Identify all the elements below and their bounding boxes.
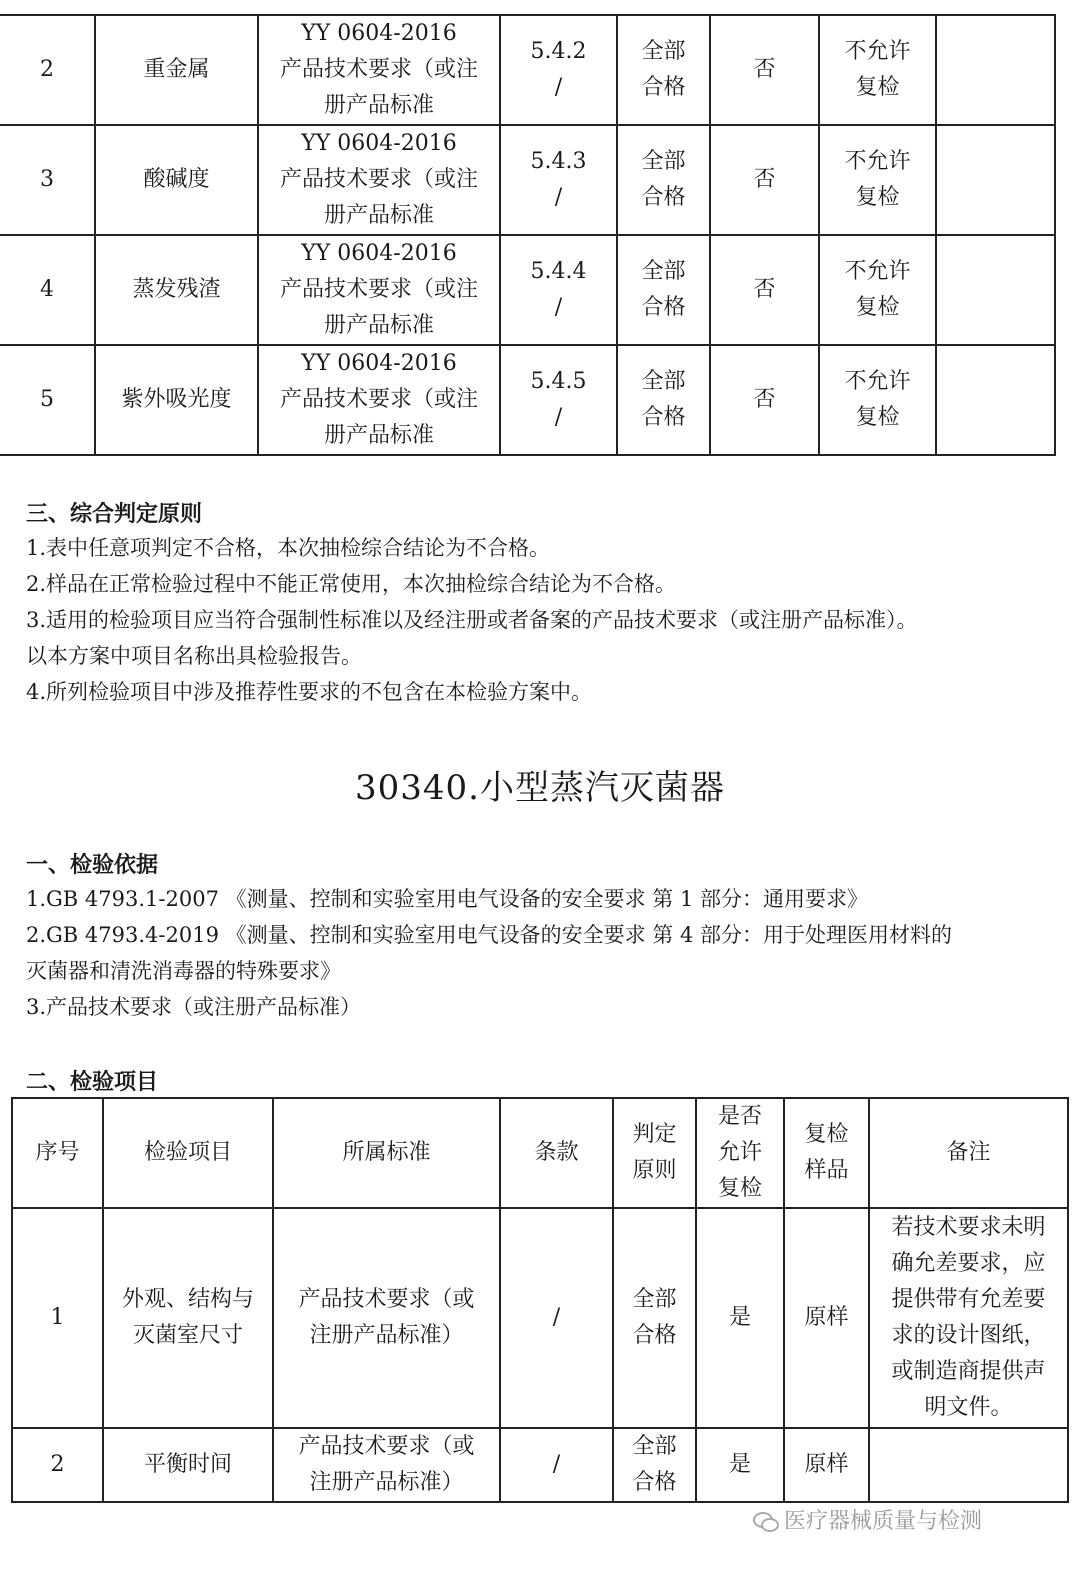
cell-item: 蒸发残渣 bbox=[95, 235, 258, 345]
header-retest-sample: 复检 样品 bbox=[784, 1098, 869, 1208]
header-no: 序号 bbox=[12, 1098, 103, 1208]
basis-heading: 一、检验依据 bbox=[26, 852, 159, 878]
watermark bbox=[752, 1504, 982, 1535]
cell-retest-sample: 不允许 复检 bbox=[819, 345, 936, 455]
cell-item: 重金属 bbox=[95, 15, 258, 125]
basis-line: 灭菌器和清洗消毒器的特殊要求》 bbox=[26, 959, 341, 983]
cell-no: 5 bbox=[0, 345, 95, 455]
header-criterion: 判定 原则 bbox=[613, 1098, 696, 1208]
principle-line: 4.所列检验项目中涉及推荐性要求的不包含在本检验方案中。 bbox=[26, 680, 593, 704]
header-item: 检验项目 bbox=[103, 1098, 273, 1208]
cell-no: 1 bbox=[12, 1208, 103, 1428]
cell-item: 外观、结构与 灭菌室尺寸 bbox=[103, 1208, 273, 1428]
wechat-icon bbox=[752, 1511, 780, 1533]
principle-line: 以本方案中项目名称出具检验报告。 bbox=[26, 644, 362, 668]
header-standard: 所属标准 bbox=[273, 1098, 500, 1208]
principle-line: 3.适用的检验项目应当符合强制性标准以及经注册或者备案的产品技术要求（或注册产品标准）。 bbox=[26, 608, 918, 632]
cell-retest-allowed: 否 bbox=[710, 345, 819, 455]
cell-retest-sample: 不允许 复检 bbox=[819, 125, 936, 235]
basis-line: 3.产品技术要求（或注册产品标准） bbox=[26, 995, 362, 1019]
cell-no: 4 bbox=[0, 235, 95, 345]
table-row bbox=[0, 345, 1055, 455]
cell-remark bbox=[936, 125, 1055, 235]
cell-retest-sample: 原样 bbox=[784, 1208, 869, 1428]
cell-clause: 5.4.5 / bbox=[500, 345, 617, 455]
table-row bbox=[0, 235, 1055, 345]
table-row bbox=[12, 1428, 1068, 1502]
cell-criterion: 全部 合格 bbox=[613, 1208, 696, 1428]
watermark-text: 医疗器械质量与检测 bbox=[784, 1509, 983, 1534]
cell-retest-sample: 不允许 复检 bbox=[819, 15, 936, 125]
cell-criterion: 全部 合格 bbox=[617, 15, 710, 125]
cell-remark: 若技术要求未明 确允差要求，应 提供带有允差要 求的设计图纸， 或制造商提供声 明文件。 bbox=[869, 1208, 1068, 1428]
cell-item: 酸碱度 bbox=[95, 125, 258, 235]
table-header-row bbox=[12, 1098, 1068, 1208]
basis-line: 2.GB 4793.4-2019 《测量、控制和实验室用电气设备的安全要求 第 4 部分：用于处理医用材料的 bbox=[26, 923, 952, 947]
principle-line: 2.样品在正常检验过程中不能正常使用，本次抽检综合结论为不合格。 bbox=[26, 572, 677, 596]
cell-retest-allowed: 否 bbox=[710, 15, 819, 125]
table-row bbox=[0, 125, 1055, 235]
page-title: 30340.小型蒸汽灭菌器 bbox=[355, 768, 725, 808]
cell-no: 2 bbox=[0, 15, 95, 125]
header-remark: 备注 bbox=[869, 1098, 1068, 1208]
top-inspection-table bbox=[0, 14, 1056, 456]
cell-remark bbox=[936, 15, 1055, 125]
cell-remark bbox=[936, 235, 1055, 345]
inspection-items-table bbox=[11, 1097, 1069, 1503]
cell-retest-sample: 不允许 复检 bbox=[819, 235, 936, 345]
cell-criterion: 全部 合格 bbox=[617, 345, 710, 455]
cell-standard: YY 0604-2016 产品技术要求（或注 册产品标准 bbox=[258, 235, 500, 345]
principles-heading: 三、综合判定原则 bbox=[26, 501, 203, 527]
basis-line: 1.GB 4793.1-2007 《测量、控制和实验室用电气设备的安全要求 第 1 部分：通用要求》 bbox=[26, 887, 868, 911]
table-row bbox=[0, 15, 1055, 125]
table-row bbox=[12, 1208, 1068, 1428]
cell-standard: YY 0604-2016 产品技术要求（或注 册产品标准 bbox=[258, 15, 500, 125]
cell-standard: YY 0604-2016 产品技术要求（或注 册产品标准 bbox=[258, 125, 500, 235]
cell-retest-allowed: 否 bbox=[710, 235, 819, 345]
header-clause: 条款 bbox=[500, 1098, 613, 1208]
cell-remark bbox=[936, 345, 1055, 455]
cell-clause: 5.4.4 / bbox=[500, 235, 617, 345]
cell-criterion: 全部 合格 bbox=[617, 235, 710, 345]
cell-remark bbox=[869, 1428, 1068, 1502]
cell-clause: / bbox=[500, 1208, 613, 1428]
cell-item: 平衡时间 bbox=[103, 1428, 273, 1502]
principle-line: 1.表中任意项判定不合格，本次抽检综合结论为不合格。 bbox=[26, 536, 551, 560]
items-heading: 二、检验项目 bbox=[26, 1069, 159, 1095]
cell-clause: / bbox=[500, 1428, 613, 1502]
cell-clause: 5.4.3 / bbox=[500, 125, 617, 235]
header-retest-allowed: 是否 允许 复检 bbox=[696, 1098, 784, 1208]
cell-retest-allowed: 否 bbox=[710, 125, 819, 235]
cell-retest-sample: 原样 bbox=[784, 1428, 869, 1502]
cell-retest-allowed: 是 bbox=[696, 1208, 784, 1428]
cell-criterion: 全部 合格 bbox=[617, 125, 710, 235]
cell-standard: 产品技术要求（或 注册产品标准） bbox=[273, 1428, 500, 1502]
cell-retest-allowed: 是 bbox=[696, 1428, 784, 1502]
cell-criterion: 全部 合格 bbox=[613, 1428, 696, 1502]
cell-standard: 产品技术要求（或 注册产品标准） bbox=[273, 1208, 500, 1428]
cell-item: 紫外吸光度 bbox=[95, 345, 258, 455]
cell-no: 3 bbox=[0, 125, 95, 235]
cell-no: 2 bbox=[12, 1428, 103, 1502]
cell-clause: 5.4.2 / bbox=[500, 15, 617, 125]
cell-standard: YY 0604-2016 产品技术要求（或注 册产品标准 bbox=[258, 345, 500, 455]
